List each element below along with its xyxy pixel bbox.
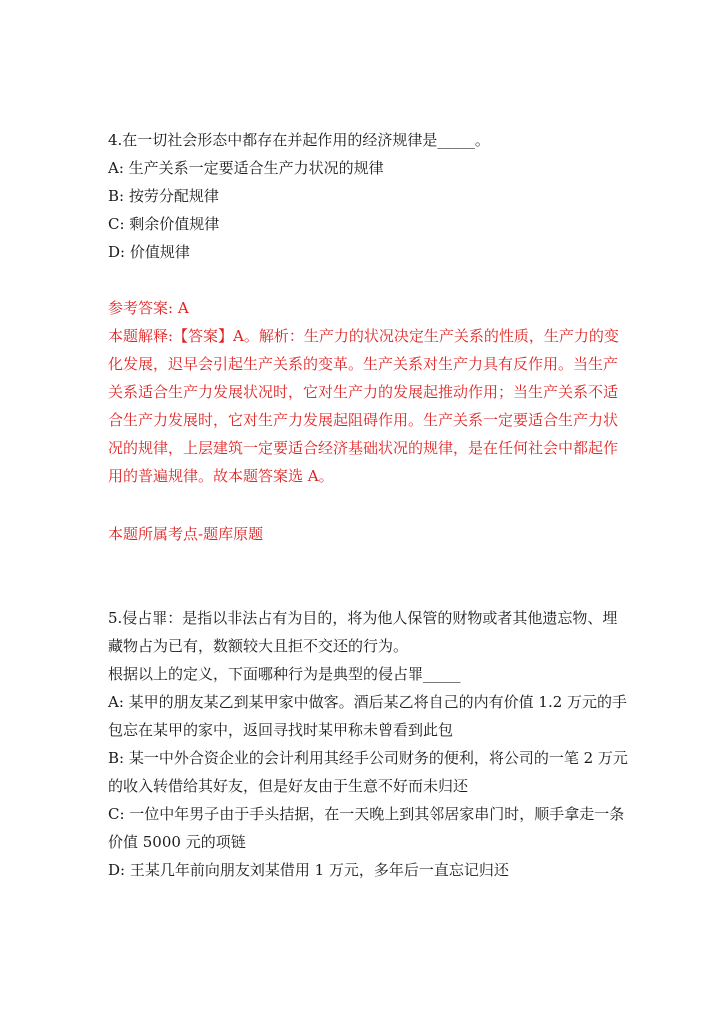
question-5-option-c: 价值 5000 元的项链 [108, 833, 246, 851]
question-4-option-b: B: 按劳分配规律 [108, 187, 219, 205]
question-5-stem: 藏物占为已有，数额较大且拒不交还的行为。 [108, 637, 409, 655]
question-5-option-a: A: 某甲的朋友某乙到某甲家中做客。酒后某乙将自己的内有价值 1.2 万元的手 [108, 693, 628, 711]
question-5-option-d: D: 王某几年前向朋友刘某借用 1 万元，多年后一直忘记归还 [108, 861, 509, 879]
question-5-option-a: 包忘在某甲的家中，返回寻找时某甲称未曾看到此包 [108, 721, 454, 739]
explanation-line: 关系适合生产力发展状况时，它对生产力的发展起推动作用；当生产关系不适 [108, 383, 619, 401]
question-5-stem: 5.侵占罪：是指以非法占有为目的，将为他人保管的财物或者其他遗忘物、埋 [108, 609, 618, 627]
question-5-option-b: 的收入转借给其好友，但是好友由于生意不好而未归还 [108, 777, 469, 795]
question-4-option-a: A: 生产关系一定要适合生产力状况的规律 [108, 159, 384, 177]
question-5-option-b: B: 某一中外合资企业的会计利用其经手公司财务的便利，将公司的一笔 2 万元 [108, 749, 628, 767]
explanation-line: 合生产力发展时，它对生产力发展起阻碍作用。生产关系一定要适合生产力状 [108, 411, 619, 429]
question-4-option-c: C: 剩余价值规律 [108, 215, 220, 233]
question-5-option-c: C: 一位中年男子由于手头拮据，在一天晚上到其邻居家串门时，顺手拿走一条 [108, 805, 625, 823]
question-5-prompt: 根据以上的定义，下面哪种行为是典型的侵占罪_____ [108, 665, 461, 683]
explanation-line: 况的规律，上层建筑一定要适合经济基础状况的规律，是在任何社会中都起作 [108, 439, 619, 457]
question-4-option-d: D: 价值规律 [108, 243, 190, 261]
question-4-stem: 4.在一切社会形态中都存在并起作用的经济规律是_____。 [108, 131, 490, 149]
question-source: 本题所属考点-题库原题 [108, 525, 264, 543]
answer-key: 参考答案: A [108, 299, 189, 317]
explanation-line: 化发展，迟早会引起生产关系的变革。生产关系对生产力具有反作用。当生产 [108, 355, 619, 373]
explanation-line: 本题解释:【答案】A。解析：生产力的状况决定生产关系的性质，生产力的变 [108, 327, 619, 345]
explanation-line: 用的普遍规律。故本题答案选 A。 [108, 467, 334, 485]
